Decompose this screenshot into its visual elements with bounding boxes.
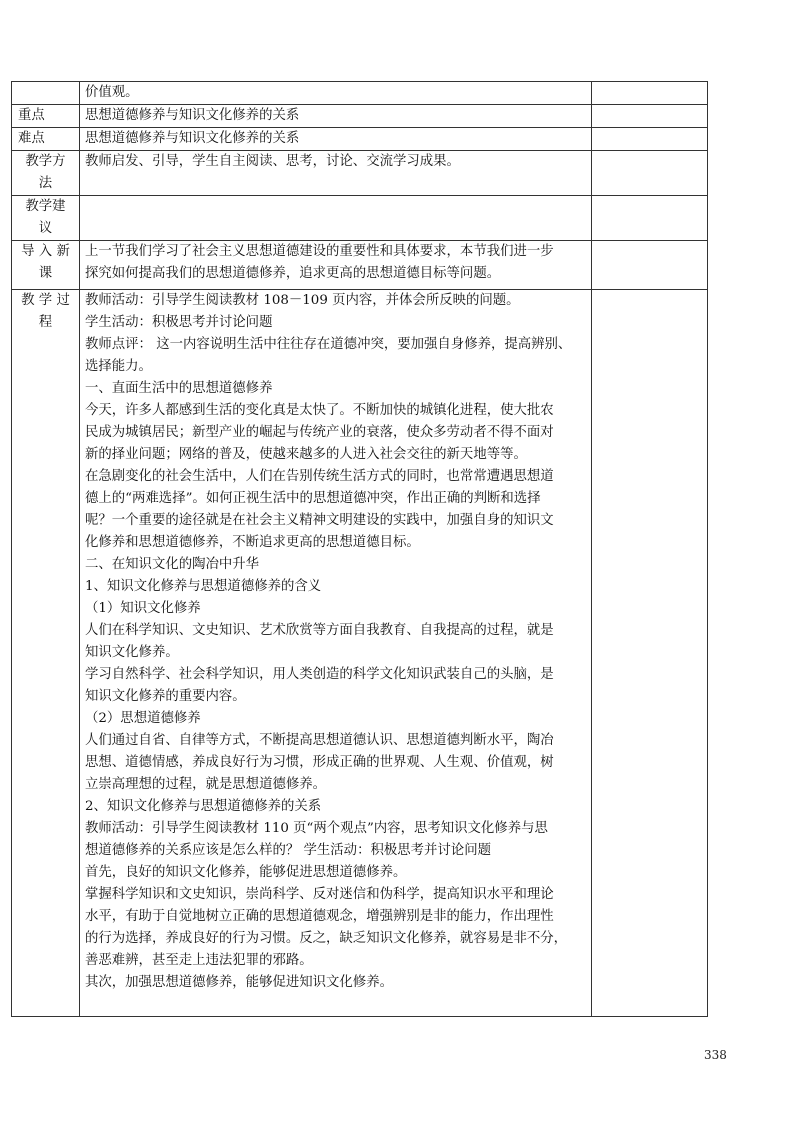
process-line: 新的择业问题；网络的普及，使越来越多的人进入社会交往的新天地等等。 xyxy=(85,447,527,462)
process-line: 人们在科学知识、文史知识、艺术欣赏等方面自我教育、自我提高的过程，就是 xyxy=(85,623,554,638)
process-line: 今天，许多人都感到生活的变化真是太快了。不断加快的城镇化进程，使大批农 xyxy=(85,403,554,418)
process-line: 人们通过自省、自律等方式，不断提高思想道德认识、思想道德判断水平，陶冶 xyxy=(85,733,554,748)
process-line: 的行为选择，养成良好的行为习惯。反之，缺乏知识文化修养，就容易是非不分， xyxy=(85,931,568,946)
label-cell-teaching-advice: 教学建 议 xyxy=(12,196,80,241)
process-line: 选择能力。 xyxy=(85,359,152,374)
process-line: 学生活动：积极思考并讨论问题 xyxy=(85,315,273,330)
process-line: 水平，有助于自觉地树立正确的思想道德观念，增强辨别是非的能力，作出理性 xyxy=(85,909,554,924)
content-cell-teaching-method: 教师启发、引导，学生自主阅读、思考，讨论、交流学习成果。 xyxy=(80,151,592,196)
content-cell-difficult-point: 思想道德修养与知识文化修养的关系 xyxy=(80,128,592,151)
label-cell-introduction: 导 入 新 课 xyxy=(12,241,80,290)
table-row-introduction xyxy=(12,241,708,290)
notes-cell xyxy=(592,290,708,1017)
process-line: （2）思想道德修养 xyxy=(85,711,201,726)
process-line: 二、在知识文化的陶冶中升华 xyxy=(85,557,260,572)
table-row-teaching-process xyxy=(12,290,708,1017)
process-line: （1）知识文化修养 xyxy=(85,601,201,616)
table-row-teaching-advice xyxy=(12,196,708,241)
label-cell-difficult-point: 难点 xyxy=(12,128,80,151)
process-line: 呢？一个重要的途径就是在社会主义精神文明建设的实践中，加强自身的知识文 xyxy=(85,513,554,528)
page-number: 338 xyxy=(704,1048,727,1062)
process-line: 教师点评： 这一内容说明生活中往往存在道德冲突，要加强自身修养，提高辨别、 xyxy=(85,337,572,352)
notes-cell xyxy=(592,241,708,290)
table-row-teaching-method xyxy=(12,151,708,196)
process-line: 民成为城镇居民；新型产业的崛起与传统产业的衰落，使众多劳动者不得不面对 xyxy=(85,425,554,440)
label-cell-teaching-process: 教 学 过 程 xyxy=(12,290,80,1017)
process-line: 教师活动：引导学生阅读教材 110 页“两个观点”内容，思考知识文化修养与思 xyxy=(85,821,548,836)
process-line: 首先，良好的知识文化修养，能够促进思想道德修养。 xyxy=(85,865,407,880)
label-cell-key-point: 重点 xyxy=(12,105,80,128)
process-line: 想道德修养的关系应该是怎么样的？ 学生活动：积极思考并讨论问题 xyxy=(85,843,491,858)
content-cell-teaching-process xyxy=(80,290,592,1017)
process-line: 其次，加强思想道德修养，能够促进知识文化修养。 xyxy=(85,975,393,990)
notes-cell xyxy=(592,151,708,196)
table-row-difficult-point xyxy=(12,128,708,151)
notes-cell xyxy=(592,82,708,105)
process-line: 一、直面生活中的思想道德修养 xyxy=(85,381,273,396)
notes-cell xyxy=(592,128,708,151)
process-line: 善恶难辨，甚至走上违法犯罪的邪路。 xyxy=(85,953,313,968)
process-line: 在急剧变化的社会生活中，人们在告别传统生活方式的同时，也常常遭遇思想道 xyxy=(85,469,554,484)
process-line: 思想、道德情感，养成良好行为习惯，形成正确的世界观、人生观、价值观，树 xyxy=(85,755,554,770)
content-text: 价值观。 xyxy=(85,85,139,100)
process-line: 2、知识文化修养与思想道德修养的关系 xyxy=(85,799,322,814)
process-line: 知识文化修养的重要内容。 xyxy=(85,689,246,704)
process-line: 教师活动：引导学生阅读教材 108－109 页内容，并体会所反映的问题。 xyxy=(85,293,520,308)
process-line: 1、知识文化修养与思想道德修养的含义 xyxy=(85,579,322,594)
notes-cell xyxy=(592,105,708,128)
label-cell-teaching-method: 教学方 法 xyxy=(12,151,80,196)
content-cell-teaching-advice xyxy=(80,196,592,241)
process-line: 掌握科学知识和文史知识，崇尚科学、反对迷信和伪科学，提高知识水平和理论 xyxy=(85,887,554,902)
process-text-block xyxy=(85,290,587,994)
notes-cell xyxy=(592,196,708,241)
process-line: 立崇高理想的过程，就是思想道德修养。 xyxy=(85,777,327,792)
content-cell-key-point: 思想道德修养与知识文化修养的关系 xyxy=(80,105,592,128)
table-row-key-point xyxy=(12,105,708,128)
process-line: 学习自然科学、社会科学知识，用人类创造的科学文化知识武装自己的头脑，是 xyxy=(85,667,554,682)
label-cell-empty xyxy=(12,82,80,105)
process-line: 德上的“两难选择”。如何正视生活中的思想道德冲突，作出正确的判断和选择 xyxy=(85,491,541,506)
process-line: 知识文化修养。 xyxy=(85,645,179,660)
content-cell-values xyxy=(80,82,592,105)
process-line: 化修养和思想道德修养，不断追求更高的思想道德目标。 xyxy=(85,535,420,550)
content-cell-introduction: 上一节我们学习了社会主义思想道德建设的重要性和具体要求，本节我们进一步 探究如何提高我们的思想道德修养，追求更高的思想道德目标等问题。 xyxy=(80,241,592,290)
table-row-values xyxy=(12,82,708,105)
lesson-plan-table xyxy=(11,81,708,1017)
